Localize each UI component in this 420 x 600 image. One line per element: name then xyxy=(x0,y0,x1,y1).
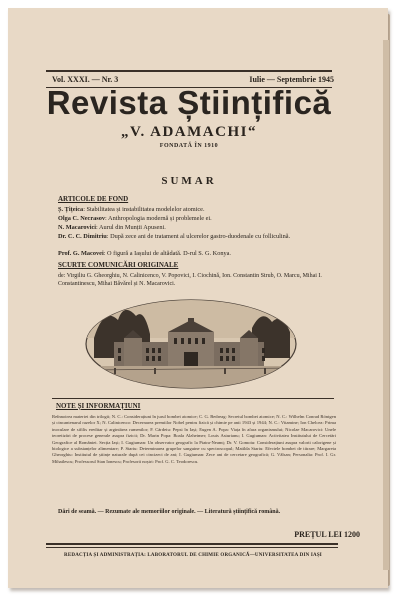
article-title: : O figură a Iașului de altădată. D-rul S. G. Konya. xyxy=(103,250,232,257)
journal-title: Revista Științifică xyxy=(46,84,332,121)
university-building-illustration xyxy=(84,298,298,390)
article-author: Olga C. Necrasov xyxy=(58,215,106,222)
communications-authors: de: Virgiliu G. Gheorghiu, N. Calinicenco, V. Popovici, I. Ciochină, Ion. Constantin Strub, O. Marcu, Mihai I. Constantinescu, Mihai Băvărel și N. Macarovici. xyxy=(58,273,322,287)
article-author: Prof. G. Macovei xyxy=(58,250,104,257)
notes-heading: NOTE ȘI INFORMAȚIUNI xyxy=(56,402,141,410)
volume-number: Vol. XXXI. — Nr. 3 xyxy=(52,75,119,84)
notes-text: Reînnoirea materiei din trilogii; N. C.: Considerațiuni în jurul bombei atomice; C. G. Bedreag: Secretul bombei atomice; N. C.: Wilhelm Conrad Röntgen și cincantenarul razelor X; N. Calinicenco: Decernarea premiilor Nobel pentru fizică și chimie pe anii 1943 și 1944; N. C.: Vitamine; Ion Chelcea: Prima inoculare de sifilis ereditar și argintărea rumenilor; F. Cărdeiu: Pepsi în Iași; Eugen A. Popa: Viața în afara organismului; Nicolae Macarovici: Unele teoretizări de procese generale asupra fizicii; Dr. Marin Popa: Boala Alzheimer; Louis Asturianu; I. Gugiuman: Activitatea Institutului de Cercetări Geografice al României. Secția Iași; I. Gugiuman: Un observator geografic la Piatra-Neamț; Dr. V. Gomoiu: Considerațiuni asupra valorii calorigene și biologice a substanțelor alimentare; P. Stariu: Determinarea grupelor sanguine cu spectroscopul; Matilda Stariu: Efectele bombei de titrare; Margareta Gheorghiu: Institutul de științe naturale după cei cincizeci de ani; I. Gugiuman: Zece ani de cercetare geografică; G. Vâlsan; Personalia: Prof. I. Gr. Mihailescu; Professorul Stan Ionescu; Profesorii noștri: Prof. G. C. Teodorescu. xyxy=(52,414,336,464)
journal-subtitle: „V. ADAMACHI“ xyxy=(121,124,257,140)
reviews-line: Dări de seamă. — Rezumate ale memoriilor originale. — Literatură științifică română. xyxy=(58,509,281,515)
article-item xyxy=(58,206,340,215)
publisher-line: REDACȚIA ȘI ADMINISTRAȚIA: LABORATORUL DE CHIMIE ORGANICĂ—UNIVERSITATEA DIN IAȘI xyxy=(64,553,322,558)
founded-line: FONDATĂ ÎN 1910 xyxy=(159,143,219,149)
notes-rule xyxy=(52,398,334,399)
page-edge xyxy=(383,40,389,570)
issue-date: Iulie — Septembrie 1945 xyxy=(249,75,334,84)
article-author: Ș. Țițeica xyxy=(58,206,84,213)
price: PREȚUL LEI 1200 xyxy=(294,530,360,539)
article-title: : Aurul din Munții Apuseni. xyxy=(96,224,166,231)
contents-heading: SUMAR xyxy=(161,175,217,187)
top-rule xyxy=(46,70,332,72)
footer-rule-thin xyxy=(46,547,338,548)
footer-rule xyxy=(46,543,338,545)
article-author: Dr. C. C. Dimitriu xyxy=(58,233,107,240)
article-title: : Stabilitatea și instabilitatea modelelor atomice. xyxy=(83,206,205,213)
article-title: : După zece ani de tratament al ulcerelor gastro-duodenale cu folliculină. xyxy=(106,233,291,240)
article-title: : Anthropologia modernă și problemele ei. xyxy=(105,215,212,222)
article-item xyxy=(58,233,340,242)
communications-heading: SCURTE COMUNICĂRI ORIGINALE xyxy=(58,261,179,269)
article-item xyxy=(58,224,340,233)
article-item xyxy=(58,250,340,259)
article-item xyxy=(58,215,340,224)
article-author: N. Macarovici xyxy=(58,224,97,231)
articles-heading: ARTICOLE DE FOND xyxy=(58,195,129,203)
